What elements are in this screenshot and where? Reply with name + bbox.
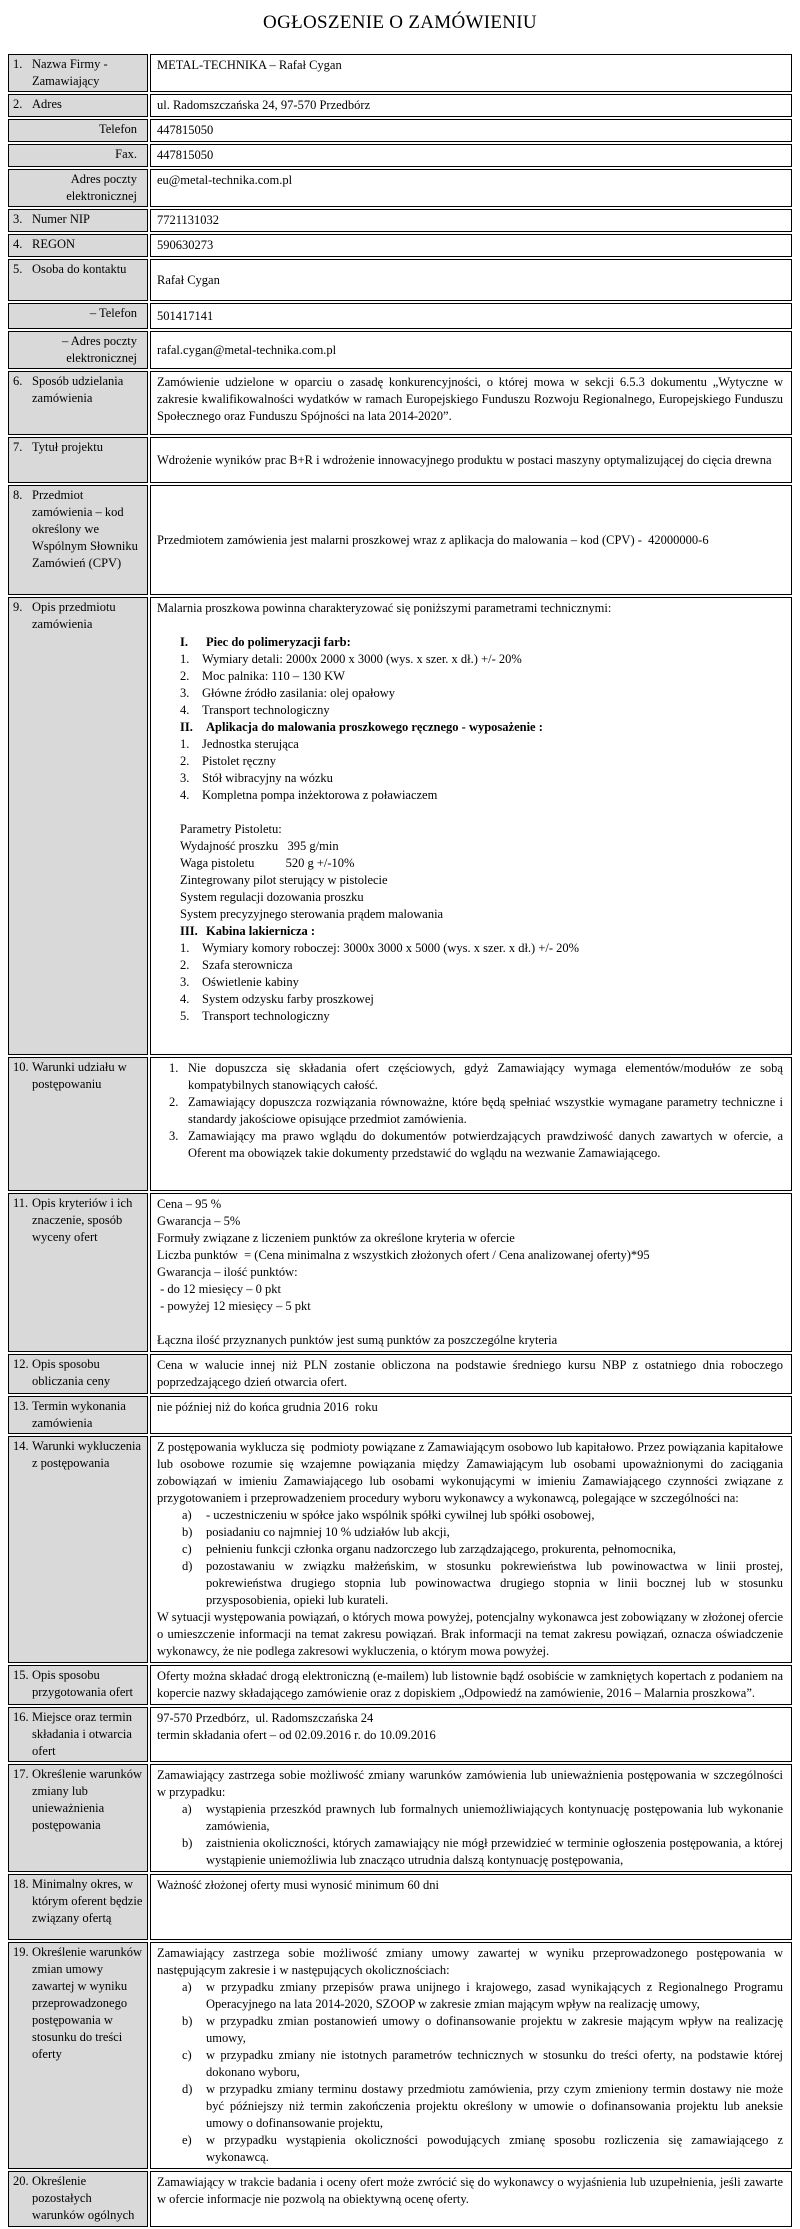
- list-text: w przypadku zmiany terminu dostawy przedmiotu zamówienia, przy czym zmieniony termin dostawy nie może być późniejszy niż termin zakończenia projektu określony w umowie o dofinansowania projektu lub aneksie umowy o dofinansowanie projektu,: [206, 2082, 783, 2130]
- value-line: Przedmiotem zamówienia jest malarni proszkowej wraz z aplikacja do malowania – kod (CPV) - 42000000-6: [157, 532, 709, 547]
- row-value: [150, 485, 792, 595]
- row-value: [150, 1764, 792, 1872]
- list-item: [182, 1541, 783, 1558]
- list-marker: e): [182, 2133, 192, 2147]
- value-line: 447815050: [157, 148, 214, 162]
- row-label: [8, 1396, 148, 1434]
- table-row: [8, 597, 792, 1055]
- row-label: Fax.: [8, 144, 148, 167]
- row-label-text: Sposób udzielania zamówienia: [32, 374, 124, 405]
- list-marker: d): [182, 1559, 193, 1573]
- list-item: [180, 923, 783, 940]
- list-item: [180, 668, 783, 685]
- row-number: 15.: [13, 1668, 29, 1682]
- list-item: [180, 753, 783, 770]
- list-marker: 2.: [180, 669, 190, 683]
- list-marker: 1.: [180, 941, 190, 955]
- list-marker: 3.: [180, 771, 190, 785]
- value-line: Malarnia proszkowa powinna charakteryzować się poniższymi parametrami technicznymi:: [157, 601, 612, 615]
- list-marker: 2.: [180, 958, 190, 972]
- list-marker: c): [182, 1542, 192, 1556]
- row-number: 11.: [13, 1196, 29, 1210]
- list-marker: III.: [180, 924, 198, 938]
- list-marker: 4.: [180, 788, 190, 802]
- value-line: Formuły związane z liczeniem punktów za określone kryteria w ofercie: [157, 1231, 515, 1245]
- row-label-text: Określenie pozostałych warunków ogólnych: [32, 2174, 135, 2222]
- value-line: 590630273: [157, 238, 214, 252]
- list-text: Moc palnika: 110 – 130 KW: [202, 669, 345, 683]
- row-label: [8, 259, 148, 301]
- row-label: [8, 597, 148, 1055]
- row-value: [150, 331, 792, 369]
- row-value: [150, 1942, 792, 2169]
- row-number: 3.: [13, 212, 23, 226]
- list-text: Oświetlenie kabiny: [202, 975, 299, 989]
- row-label-text: Minimalny okres, w którym oferent będzie związany ofertą: [32, 1877, 143, 1925]
- list-text: pełnieniu funkcji członka organu nadzorczego lub zarządzającego, prokurenta, pełnomocnika,: [206, 1542, 677, 1556]
- row-value: [150, 1354, 792, 1394]
- table-row: [8, 1707, 792, 1762]
- table-row: [8, 485, 792, 595]
- row-label-text: REGON: [32, 237, 76, 251]
- table-row: [8, 1874, 792, 1940]
- row-label: [8, 371, 148, 435]
- row-label: – Adres poczty elektronicznej: [8, 331, 148, 369]
- row-number: 9.: [13, 600, 23, 614]
- row-label: [8, 485, 148, 595]
- list-marker: b): [182, 1836, 193, 1850]
- list-item: [180, 1008, 783, 1025]
- row-label: [8, 1057, 148, 1191]
- list-text: Wymiary komory roboczej: 3000x 3000 x 5000 (wys. x szer. x dł.) +/- 20%: [202, 941, 580, 955]
- row-number: 17.: [13, 1767, 29, 1781]
- row-label: [8, 1354, 148, 1394]
- value-line: 447815050: [157, 123, 214, 137]
- list-text: Transport technologiczny: [202, 1009, 330, 1023]
- value-line: rafal.cygan@metal-technika.com.pl: [157, 342, 337, 357]
- list-item: [180, 770, 783, 787]
- list-item: [182, 1558, 783, 1609]
- row-value: [150, 1665, 792, 1705]
- list-marker: 1.: [169, 1061, 179, 1075]
- row-label: [8, 54, 148, 92]
- list-marker: 2.: [180, 754, 190, 768]
- table-row: [8, 371, 792, 435]
- list-item: [169, 1094, 783, 1128]
- row-value: [150, 119, 792, 142]
- row-value: [150, 1707, 792, 1762]
- list-item: [182, 2047, 783, 2081]
- list-item: [180, 634, 783, 651]
- row-number: 20.: [13, 2174, 29, 2188]
- list-text: Piec do polimeryzacji farb:: [206, 635, 351, 649]
- row-number: 18.: [13, 1877, 29, 1891]
- value-line: Łączna ilość przyznanych punktów jest sumą punktów za poszczególne kryteria: [157, 1333, 558, 1347]
- list-text: w przypadku wystąpienia okoliczności powodujących zmianę sposobu rozliczenia się zamawiającego z wykonawcą.: [206, 2133, 783, 2164]
- row-label-text: Nazwa Firmy - Zamawiający: [32, 57, 108, 88]
- row-value: [150, 169, 792, 207]
- list-item: [182, 2081, 783, 2132]
- row-label-text: Określenie warunków zmiany lub unieważnienia postępowania: [32, 1767, 143, 1832]
- list-text: w przypadku zmian postanowień umowy o dofinansowanie projektu w zakresie mającym wpływ na realizację umowy,: [206, 2014, 783, 2045]
- row-value: [150, 1396, 792, 1434]
- row-label: [8, 1874, 148, 1940]
- row-label: Adres poczty elektronicznej: [8, 169, 148, 207]
- row-label-text: Opis kryteriów i ich znaczenie, sposób wyceny ofert: [32, 1196, 133, 1244]
- value-line: Liczba punktów = (Cena minimalna z wszystkich złożonych ofert / Cena analizowanej oferty)*95: [157, 1248, 650, 1262]
- value-line: eu@metal-technika.com.pl: [157, 173, 293, 187]
- row-label-text: Przedmiot zamówienia – kod określony we Wspólnym Słowniku Zamówień (CPV): [32, 488, 138, 570]
- row-value: [150, 597, 792, 1055]
- notice-table: [6, 52, 794, 2229]
- row-label-text: Określenie warunków zmian umowy zawartej w wyniku przeprowadzonego postępowania w stosunku do treści oferty: [32, 1945, 143, 2061]
- table-row: [8, 169, 792, 207]
- row-number: 2.: [13, 97, 23, 111]
- blank-line: [157, 617, 783, 634]
- list-item: [182, 1524, 783, 1541]
- row-value: [150, 259, 792, 301]
- list-item: [182, 2132, 783, 2166]
- value-line: termin składania ofert – od 02.09.2016 r. do 10.09.2016: [157, 1728, 436, 1742]
- value-line: - do 12 miesięcy – 0 pkt: [157, 1282, 281, 1296]
- list-item: [180, 651, 783, 668]
- row-label: [8, 1707, 148, 1762]
- row-value: [150, 1057, 792, 1191]
- list-item: [182, 2013, 783, 2047]
- value-line: 97-570 Przedbórz, ul. Radomszczańska 24: [157, 1711, 374, 1725]
- table-row: [8, 1942, 792, 2169]
- list-text: System odzysku farby proszkowej: [202, 992, 374, 1006]
- row-number: 4.: [13, 237, 23, 251]
- table-row: [8, 209, 792, 232]
- row-label: [8, 234, 148, 257]
- list-text: Aplikacja do malowania proszkowego ręcznego - wyposażenie :: [206, 720, 543, 734]
- value-line: 501417141: [157, 308, 214, 323]
- row-label-text: Termin wykonania zamówienia: [32, 1399, 126, 1430]
- row-value: [150, 303, 792, 329]
- table-row: [8, 259, 792, 301]
- row-number: 14.: [13, 1439, 29, 1453]
- row-value: [150, 144, 792, 167]
- list-marker: I.: [180, 635, 188, 649]
- list-marker: c): [182, 2048, 192, 2062]
- table-row: [8, 2171, 792, 2227]
- table-row: [8, 54, 792, 92]
- row-value: [150, 209, 792, 232]
- list-item: [169, 1128, 783, 1162]
- document-title: OGŁOSZENIE O ZAMÓWIENIU: [263, 12, 537, 33]
- list-marker: 1.: [180, 737, 190, 751]
- list-text: Zamawiający ma prawo wglądu do dokumentów potwierdzających prawdziwość danych zawartych w ofercie, a Oferent ma obowiązek takie dokumenty przedstawić do wglądu na wezwanie Zamawiającego.: [188, 1129, 783, 1160]
- row-label: [8, 209, 148, 232]
- row-label-text: Warunki udziału w postępowaniu: [32, 1060, 127, 1091]
- list-item: [180, 685, 783, 702]
- value-line: System regulacji dozowania proszku: [180, 890, 364, 904]
- value-line: Cena w walucie innej niż PLN zostanie obliczona na podstawie średniego kursu NBP z ostatniego dnia roboczego poprzedzającego dzień otwarcia ofert.: [157, 1358, 787, 1389]
- list-marker: a): [182, 1802, 192, 1816]
- row-label-text: Adres: [32, 97, 62, 111]
- blank-line: [157, 804, 783, 821]
- row-value: [150, 54, 792, 92]
- row-label: [8, 437, 148, 483]
- value-line: Waga pistoletu 520 g +/-10%: [180, 856, 355, 870]
- list-marker: b): [182, 1525, 193, 1539]
- value-line: System precyzyjnego sterowania prądem malowania: [180, 907, 444, 921]
- list-item: [180, 787, 783, 804]
- list-text: - uczestniczeniu w spółce jako wspólnik spółki cywilnej lub spółki osobowej,: [206, 1508, 595, 1522]
- value-line: METAL-TECHNIKA – Rafał Cygan: [157, 58, 342, 72]
- table-row: [8, 1764, 792, 1872]
- list-text: zaistnienia okoliczności, których zamawiający nie mógł przewidzieć w terminie ogłoszenia postępowania, a której wystąpienie uniemożliwia lub znacząco utrudnia dalszą kontynuację postępowania,: [206, 1836, 783, 1867]
- list-item: [169, 1060, 783, 1094]
- list-marker: II.: [180, 720, 193, 734]
- list-item: [180, 702, 783, 719]
- row-value: [150, 234, 792, 257]
- row-label: [8, 1193, 148, 1352]
- list-marker: a): [182, 1980, 192, 1994]
- list-marker: 2.: [169, 1095, 179, 1109]
- value-line: Ważność złożonej oferty musi wynosić minimum 60 dni: [157, 1878, 439, 1892]
- value-line: nie później niż do końca grudnia 2016 roku: [157, 1400, 378, 1414]
- list-item: [180, 940, 783, 957]
- value-line: Zamówienie udzielone w oparciu o zasadę konkurencyjności, o której mowa w sekcji 6.5.3 dokumentu „Wytyczne w zakresie kwalifikowalności wydatków w ramach Europejskiego Funduszu Rozwoju Regionalnego, Europejskiego Funduszu Społecznego oraz Funduszu Spójności na lata 2014-2020”.: [157, 375, 787, 423]
- table-row: [8, 1436, 792, 1663]
- list-item: [182, 1979, 783, 2013]
- table-row: [8, 144, 792, 167]
- row-label-text: Opis sposobu obliczania ceny: [32, 1357, 111, 1388]
- row-number: 13.: [13, 1399, 29, 1413]
- row-label: [8, 1436, 148, 1663]
- list-marker: 3.: [169, 1129, 179, 1143]
- list-item: [182, 1801, 783, 1835]
- list-text: w przypadku zmiany przepisów prawa unijnego i krajowego, zasad wynikających z Regionalnego Programu Operacyjnego na lata 2014-2020, SZOOP w zakresie zmian mającym wpływ na realizację umowy,: [206, 1980, 783, 2011]
- list-marker: d): [182, 2082, 193, 2096]
- row-label: [8, 1942, 148, 2169]
- list-text: Jednostka sterująca: [202, 737, 299, 751]
- list-item: [180, 736, 783, 753]
- row-number: 8.: [13, 488, 23, 502]
- list-item: [180, 957, 783, 974]
- row-number: 7.: [13, 440, 23, 454]
- list-text: Zamawiający dopuszcza rozwiązania równoważne, które będą spełniać wszystkie wymagane parametry techniczne i standardy jakościowe opisujące przedmiot zamówienia.: [188, 1095, 783, 1126]
- row-label: [8, 94, 148, 117]
- list-text: w przypadku zmiany nie istotnych parametrów technicznych w stosunku do treści oferty, na podstawie której dokonano wyboru,: [206, 2048, 783, 2079]
- list-marker: 4.: [180, 992, 190, 1006]
- row-label-text: Miejsce oraz termin składania i otwarcia ofert: [32, 1710, 132, 1758]
- list-text: Kompletna pompa inżektorowa z poławiaczem: [202, 788, 438, 802]
- value-line: Z postępowania wyklucza się podmioty powiązane z Zamawiającym osobowo lub kapitałowo. Przez powiązania kapitałowe lub osobowe rozumie się wzajemne powiązania między Zamawiającym lub osobami upoważnionymi do zaciągania zobowiązań w imieniu Zamawiającego lub osobami wykonującymi w imieniu Zamawiającego czynności związane z przygotowaniem i przeprowadzeniem procedury wyboru wykonawcy a wykonawcą, polegające w szczególności na:: [157, 1440, 787, 1505]
- list-text: Transport technologiczny: [202, 703, 330, 717]
- value-line: ul. Radomszczańska 24, 97-570 Przedbórz: [157, 98, 371, 112]
- row-label: – Telefon: [8, 303, 148, 329]
- table-row: [8, 119, 792, 142]
- table-row: [8, 303, 792, 329]
- value-line: Zamawiający zastrzega sobie możliwość zmiany warunków zamówienia lub unieważnienia postępowania w szczególności w przypadku:: [157, 1768, 787, 1799]
- row-label: [8, 1764, 148, 1872]
- list-text: Główne źródło zasilania: olej opałowy: [202, 686, 395, 700]
- row-label: [8, 1665, 148, 1705]
- list-item: [180, 991, 783, 1008]
- value-line: Gwarancja – 5%: [157, 1214, 241, 1228]
- table-row: [8, 1665, 792, 1705]
- list-marker: 3.: [180, 686, 190, 700]
- value-line: Zintegrowany pilot sterujący w pistolecie: [180, 873, 388, 887]
- list-marker: b): [182, 2014, 193, 2028]
- row-value: [150, 1193, 792, 1352]
- list-text: Kabina lakiernicza :: [206, 924, 316, 938]
- row-label-text: Osoba do kontaktu: [32, 262, 127, 276]
- row-label-text: Opis sposobu przygotowania ofert: [32, 1668, 134, 1699]
- list-item: [180, 719, 783, 736]
- value-line: Zamawiający w trakcie badania i oceny ofert może zwrócić się do wykonawcy o wyjaśnienia lub uzupełnienia, jeśli zawarte w ofercie informacje nie pozwolą na obiektywną ocenę oferty.: [157, 2175, 787, 2206]
- value-line: Zamawiający zastrzega sobie możliwość zmiany umowy zawartej w wyniku przeprowadzonego postępowania w następującym zakresie i w następujących okolicznościach:: [157, 1946, 787, 1977]
- list-marker: 4.: [180, 703, 190, 717]
- table-row: [8, 1057, 792, 1191]
- table-row: [8, 331, 792, 369]
- value-line: - powyżej 12 miesięcy – 5 pkt: [157, 1299, 311, 1313]
- row-label-text: Opis przedmiotu zamówienia: [32, 600, 116, 631]
- list-text: Pistolet ręczny: [202, 754, 276, 768]
- row-value: [150, 371, 792, 435]
- row-value: [150, 94, 792, 117]
- table-row: [8, 234, 792, 257]
- list-marker: 3.: [180, 975, 190, 989]
- table-row: [8, 1396, 792, 1434]
- row-label-text: Tytuł projektu: [32, 440, 103, 454]
- list-text: Wymiary detali: 2000x 2000 x 3000 (wys. x szer. x dł.) +/- 20%: [202, 652, 522, 666]
- row-number: 16.: [13, 1710, 29, 1724]
- list-item: [180, 974, 783, 991]
- row-number: 6.: [13, 374, 23, 388]
- table-row: [8, 437, 792, 483]
- value-line: Gwarancja – ilość punktów:: [157, 1265, 298, 1279]
- table-row: [8, 1193, 792, 1352]
- row-number: 19.: [13, 1945, 29, 1959]
- row-value: [150, 1436, 792, 1663]
- row-number: 5.: [13, 262, 23, 276]
- list-text: pozostawaniu w związku małżeńskim, w stosunku pokrewieństwa lub powinowactwa w linii prostej, pokrewieństwa drugiego stopnia lub powinowactwa drugiego stopnia w linii bocznej lub w stosunku przysposobienia, opieki lub kurateli.: [206, 1559, 783, 1607]
- row-label: Telefon: [8, 119, 148, 142]
- row-label-text: Warunki wykluczenia z postępowania: [32, 1439, 142, 1470]
- row-label: [8, 2171, 148, 2227]
- row-number: 1.: [13, 57, 23, 71]
- blank-line: [157, 1315, 783, 1332]
- notice-table-body: [8, 54, 792, 2227]
- list-marker: 5.: [180, 1009, 190, 1023]
- list-text: Stół wibracyjny na wózku: [202, 771, 333, 785]
- value-line: Wydajność proszku 395 g/min: [180, 839, 339, 853]
- row-number: 10.: [13, 1060, 29, 1074]
- row-value: [150, 437, 792, 483]
- list-marker: 1.: [180, 652, 190, 666]
- list-item: [182, 1507, 783, 1524]
- value-line: Oferty można składać drogą elektroniczną (e-mailem) lub listownie bądź osobiście w zamkniętych kopertach z podaniem na kopercie nazwy składającego zamówienie oraz z dopiskiem „Odpowiedź na zamówienie, 2016 – Malarnia proszkowa”.: [157, 1669, 787, 1700]
- list-text: Szafa sterownicza: [202, 958, 293, 972]
- row-value: [150, 1874, 792, 1940]
- value-line: Wdrożenie wyników prac B+R i wdrożenie innowacyjnego produktu w postaci maszyny optymalizującej do cięcia drewna: [157, 452, 772, 467]
- value-line: Rafał Cygan: [157, 272, 220, 287]
- list-item: [182, 1835, 783, 1869]
- row-label-text: Numer NIP: [32, 212, 90, 226]
- value-line: W sytuacji występowania powiązań, o których mowa powyżej, potencjalny wykonawca jest zobowiązany w złożonej ofercie o umieszczenie informacji na temat zakresu powiązań. Brak informacji na temat zakresu powiązań, oznacza oświadczenie wykonawcy, że nie podlega zakresowi wykluczenia, o którym mowa powyżej.: [157, 1610, 787, 1658]
- value-line: Parametry Pistoletu:: [180, 822, 282, 836]
- table-row: [8, 94, 792, 117]
- row-number: 12.: [13, 1357, 29, 1371]
- list-marker: a): [182, 1508, 192, 1522]
- value-line: 7721131032: [157, 213, 220, 227]
- value-line: Cena – 95 %: [157, 1197, 222, 1211]
- list-text: posiadaniu co najmniej 10 % udziałów lub akcji,: [206, 1525, 450, 1539]
- list-text: Nie dopuszcza się składania ofert częściowych, gdyż Zamawiający wymaga elementów/modułów ze sobą kompatybilnych stanowiących całość.: [188, 1061, 783, 1092]
- list-text: wystąpienia przeszkód prawnych lub formalnych uniemożliwiających kontynuację postępowania lub wykonanie zamówienia,: [206, 1802, 783, 1833]
- table-row: [8, 1354, 792, 1394]
- row-value: [150, 2171, 792, 2227]
